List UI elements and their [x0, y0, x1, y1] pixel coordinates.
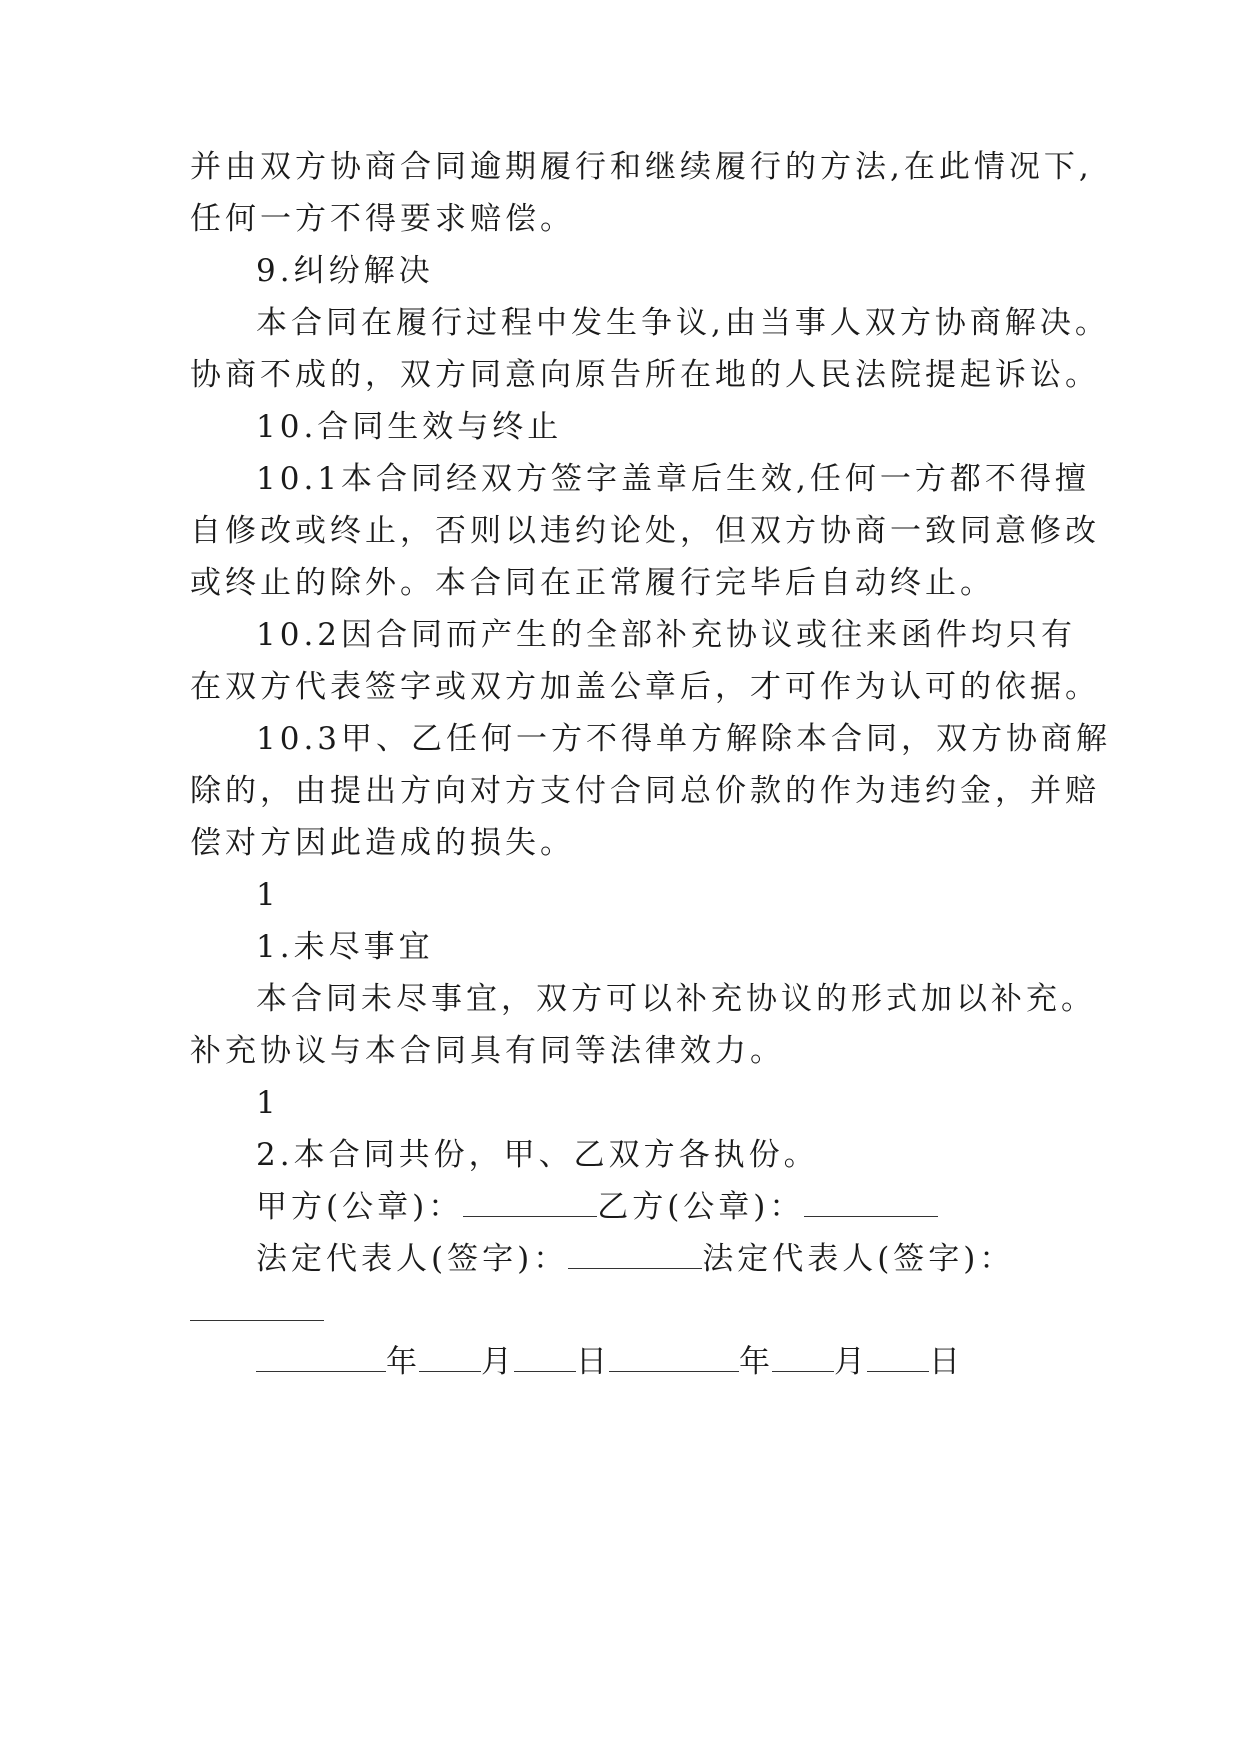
month-a-blank: [419, 1345, 481, 1372]
month-a-label: 月: [481, 1344, 514, 1380]
legal-rep-a-label: 法定代表人(签字)：: [256, 1241, 569, 1277]
paragraph-line: 10.2因合同而产生的全部补充协议或往来函件均只有: [256, 617, 1077, 653]
paragraph-line: 除的，由提出方向对方支付合同总价款的作为违约金，并赔: [190, 773, 1100, 809]
paragraph-line: 2.本合同共份，甲、乙双方各执份。: [256, 1137, 819, 1173]
paragraph-line: 本合同在履行过程中发生争议,由当事人双方协商解决。: [256, 305, 1110, 341]
paragraph-line: 本合同未尽事宜，双方可以补充协议的形式加以补充。: [256, 981, 1096, 1017]
legal-rep-b-blank: [190, 1320, 324, 1321]
party-a-seal-label: 甲方(公章)：: [256, 1189, 464, 1225]
party-a-seal-blank: [463, 1190, 597, 1217]
paragraph-line: 补充协议与本合同具有同等法律效力。: [190, 1033, 785, 1069]
section-heading: 10.合同生效与终止: [256, 409, 563, 445]
paragraph-line: 并由双方协商合同逾期履行和继续履行的方法,在此情况下,: [190, 149, 1093, 185]
party-b-seal-label: 乙方(公章)：: [597, 1189, 805, 1225]
party-b-seal-blank: [804, 1190, 938, 1217]
section-heading: 1.未尽事宜: [256, 929, 434, 965]
day-a-blank: [514, 1345, 576, 1372]
month-b-label: 月: [834, 1344, 867, 1380]
year-a-blank: [256, 1345, 386, 1372]
legal-rep-b-label: 法定代表人(签字)：: [702, 1241, 1015, 1277]
party-seal-line: [256, 1187, 938, 1227]
paragraph-line: 在双方代表签字或双方加盖公章后，才可作为认可的依据。: [190, 669, 1100, 705]
date-line: [256, 1342, 962, 1382]
month-b-blank: [772, 1345, 834, 1372]
day-b-label: 日: [929, 1344, 962, 1380]
paragraph-line: 10.1本合同经双方签字盖章后生效,任何一方都不得擅: [256, 461, 1090, 497]
paragraph-number: 1: [256, 1085, 280, 1121]
day-b-blank: [867, 1345, 929, 1372]
legal-rep-line: [256, 1239, 1014, 1279]
paragraph-line: 或终止的除外。本合同在正常履行完毕后自动终止。: [190, 565, 995, 601]
year-b-blank: [609, 1345, 739, 1372]
paragraph-line: 10.3甲、乙任何一方不得单方解除本合同，双方协商解: [256, 721, 1112, 757]
year-a-label: 年: [386, 1344, 419, 1380]
paragraph-line: 偿对方因此造成的损失。: [190, 825, 575, 861]
paragraph-line: 任何一方不得要求赔偿。: [190, 201, 575, 237]
day-a-label: 日: [576, 1344, 609, 1380]
legal-rep-a-blank: [568, 1242, 702, 1269]
section-heading: 9.纠纷解决: [256, 253, 434, 289]
year-b-label: 年: [739, 1344, 772, 1380]
paragraph-line: 协商不成的，双方同意向原告所在地的人民法院提起诉讼。: [190, 357, 1100, 393]
paragraph-number: 1: [256, 877, 280, 913]
paragraph-line: 自修改或终止，否则以违约论处，但双方协商一致同意修改: [190, 513, 1100, 549]
